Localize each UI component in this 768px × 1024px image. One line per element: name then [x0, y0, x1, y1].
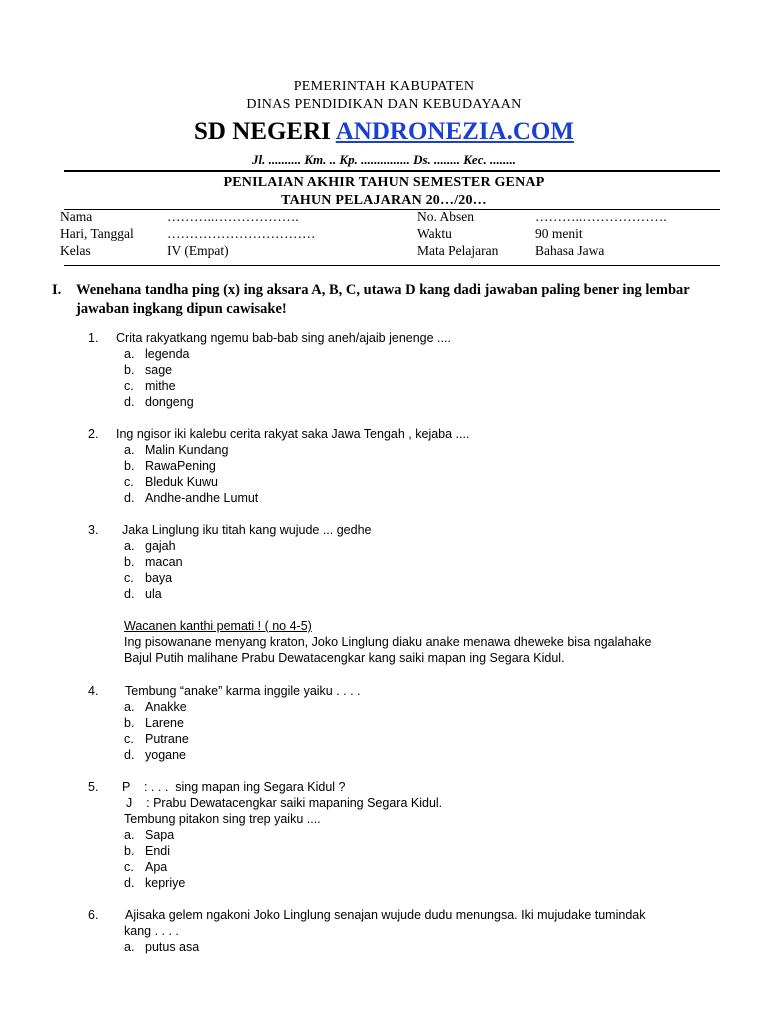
info-bottom-border [64, 265, 720, 266]
option-letter: b. [124, 555, 135, 569]
section-instruction [52, 281, 732, 319]
question-text-continued: kang . . . . [124, 924, 179, 938]
option-letter: d. [124, 876, 135, 890]
option-letter: d. [124, 491, 135, 505]
option-letter: c. [124, 475, 134, 489]
question-text: Jaka Linglung iku titah kang wujude ... gedhe [122, 523, 372, 537]
question-text: Crita rakyatkang ngemu bab-bab sing aneh/ajaib jenenge .... [116, 331, 451, 345]
option-text: Putrane [145, 732, 189, 746]
kelas-label: Kelas [60, 243, 91, 258]
option-text: yogane [145, 748, 187, 762]
mapel-label: Mata Pelajaran [417, 243, 499, 258]
option-letter: b. [124, 844, 135, 858]
mapel-value: Bahasa Jawa [535, 243, 605, 258]
option-letter: a. [124, 828, 135, 842]
info-row [60, 226, 720, 243]
question-text: Ajisaka gelem ngakoni Joko Linglung senajan wujude dudu menungsa. Iki mujudake tumindak [125, 908, 646, 922]
waktu-value: 90 menit [535, 226, 583, 241]
info-row [60, 243, 720, 260]
option-letter: c. [124, 571, 134, 585]
option-text: Larene [145, 716, 184, 730]
student-info-table [60, 209, 720, 260]
option-letter: a. [124, 700, 135, 714]
exam-title-line2: TAHUN PELAJARAN 20…/20… [281, 193, 487, 208]
option-text: gajah [145, 539, 176, 553]
question-answer-line: J : Prabu Dewatacengkar saiki mapaning Segara Kidul. [126, 796, 443, 810]
option-letter: d. [124, 587, 135, 601]
option-letter: a. [124, 443, 135, 457]
option-letter: a. [124, 539, 135, 553]
header-government: PEMERINTAH KABUPATEN [293, 79, 475, 94]
nama-value: ………..………………. [167, 209, 299, 224]
question-number: 2. [88, 427, 99, 441]
option-text: macan [145, 555, 183, 569]
option-text: RawaPening [145, 459, 216, 473]
option-letter: b. [124, 716, 135, 730]
header-divider [64, 170, 720, 172]
section-text: Wenehana tandha ping (x) ing aksara A, B, C, utawa D kang dadi jawaban paling bener ing lembar jawaban ingkang dipun cawisake! [76, 282, 690, 317]
option-text: sage [145, 363, 173, 377]
exam-title-line1: PENILAIAN AKHIR TAHUN SEMESTER GENAP [223, 175, 545, 190]
option-text: Bleduk Kuwu [145, 475, 218, 489]
absen-value: ………..………………. [535, 209, 667, 224]
question-number: 1. [88, 331, 99, 345]
option-text: Malin Kundang [145, 443, 229, 457]
school-name [0, 116, 768, 148]
option-letter: b. [124, 363, 135, 377]
option-text: mithe [145, 379, 176, 393]
option-text: putus asa [145, 940, 200, 954]
option-letter: a. [124, 940, 135, 954]
option-text: Anakke [145, 700, 187, 714]
absen-label: No. Absen [417, 209, 474, 224]
kelas-value: IV (Empat) [167, 243, 229, 258]
option-text: legenda [145, 347, 190, 361]
hari-value: …………………………… [167, 226, 316, 241]
question-number: 4. [88, 684, 99, 698]
reading-line: Bajul Putih malihane Prabu Dewatacengkar kang saiki mapan ing Segara Kidul. [124, 651, 565, 665]
option-text: dongeng [145, 395, 194, 409]
reading-title: Wacanen kanthi pemati ! ( no 4-5) [124, 619, 312, 633]
option-text: ula [145, 587, 162, 601]
header-department: DINAS PENDIDIKAN DAN KEBUDAYAAN [246, 97, 522, 112]
letterhead [0, 78, 768, 170]
info-row [60, 209, 720, 226]
exam-title [0, 174, 768, 210]
option-text: kepriye [145, 876, 186, 890]
option-letter: d. [124, 748, 135, 762]
school-prefix: SD NEGERI [194, 118, 336, 145]
reading-line: Ing pisowanane menyang kraton, Joko Linglung diaku anake menawa dheweke bisa ngalahake [124, 635, 652, 649]
option-text: Apa [145, 860, 168, 874]
question-prompt: Tembung pitakon sing trep yaiku .... [124, 812, 321, 826]
option-letter: c. [124, 860, 134, 874]
section-number: I. [52, 282, 62, 298]
option-letter: a. [124, 347, 135, 361]
option-letter: c. [124, 379, 134, 393]
option-text: Endi [145, 844, 171, 858]
school-address: Jl. .......... Km. .. Kp. ............... Ds. ........ Kec. ........ [252, 152, 516, 167]
question-text: Tembung “anake” karma inggile yaiku . . . . [125, 684, 361, 698]
question-text: Ing ngisor iki kalebu cerita rakyat saka Jawa Tengah , kejaba .... [116, 427, 470, 441]
option-letter: c. [124, 732, 134, 746]
question-text: P : . . . sing mapan ing Segara Kidul ? [122, 780, 346, 794]
waktu-label: Waktu [417, 226, 452, 241]
question-number: 3. [88, 523, 99, 537]
question-number: 6. [88, 908, 99, 922]
hari-label: Hari, Tanggal [60, 226, 134, 241]
option-text: Sapa [145, 828, 175, 842]
question-number: 5. [88, 780, 99, 794]
nama-label: Nama [60, 209, 93, 224]
option-letter: d. [124, 395, 135, 409]
option-text: baya [145, 571, 173, 585]
option-letter: b. [124, 459, 135, 473]
school-link[interactable]: ANDRONEZIA.COM [335, 118, 574, 145]
option-text: Andhe-andhe Lumut [145, 491, 259, 505]
